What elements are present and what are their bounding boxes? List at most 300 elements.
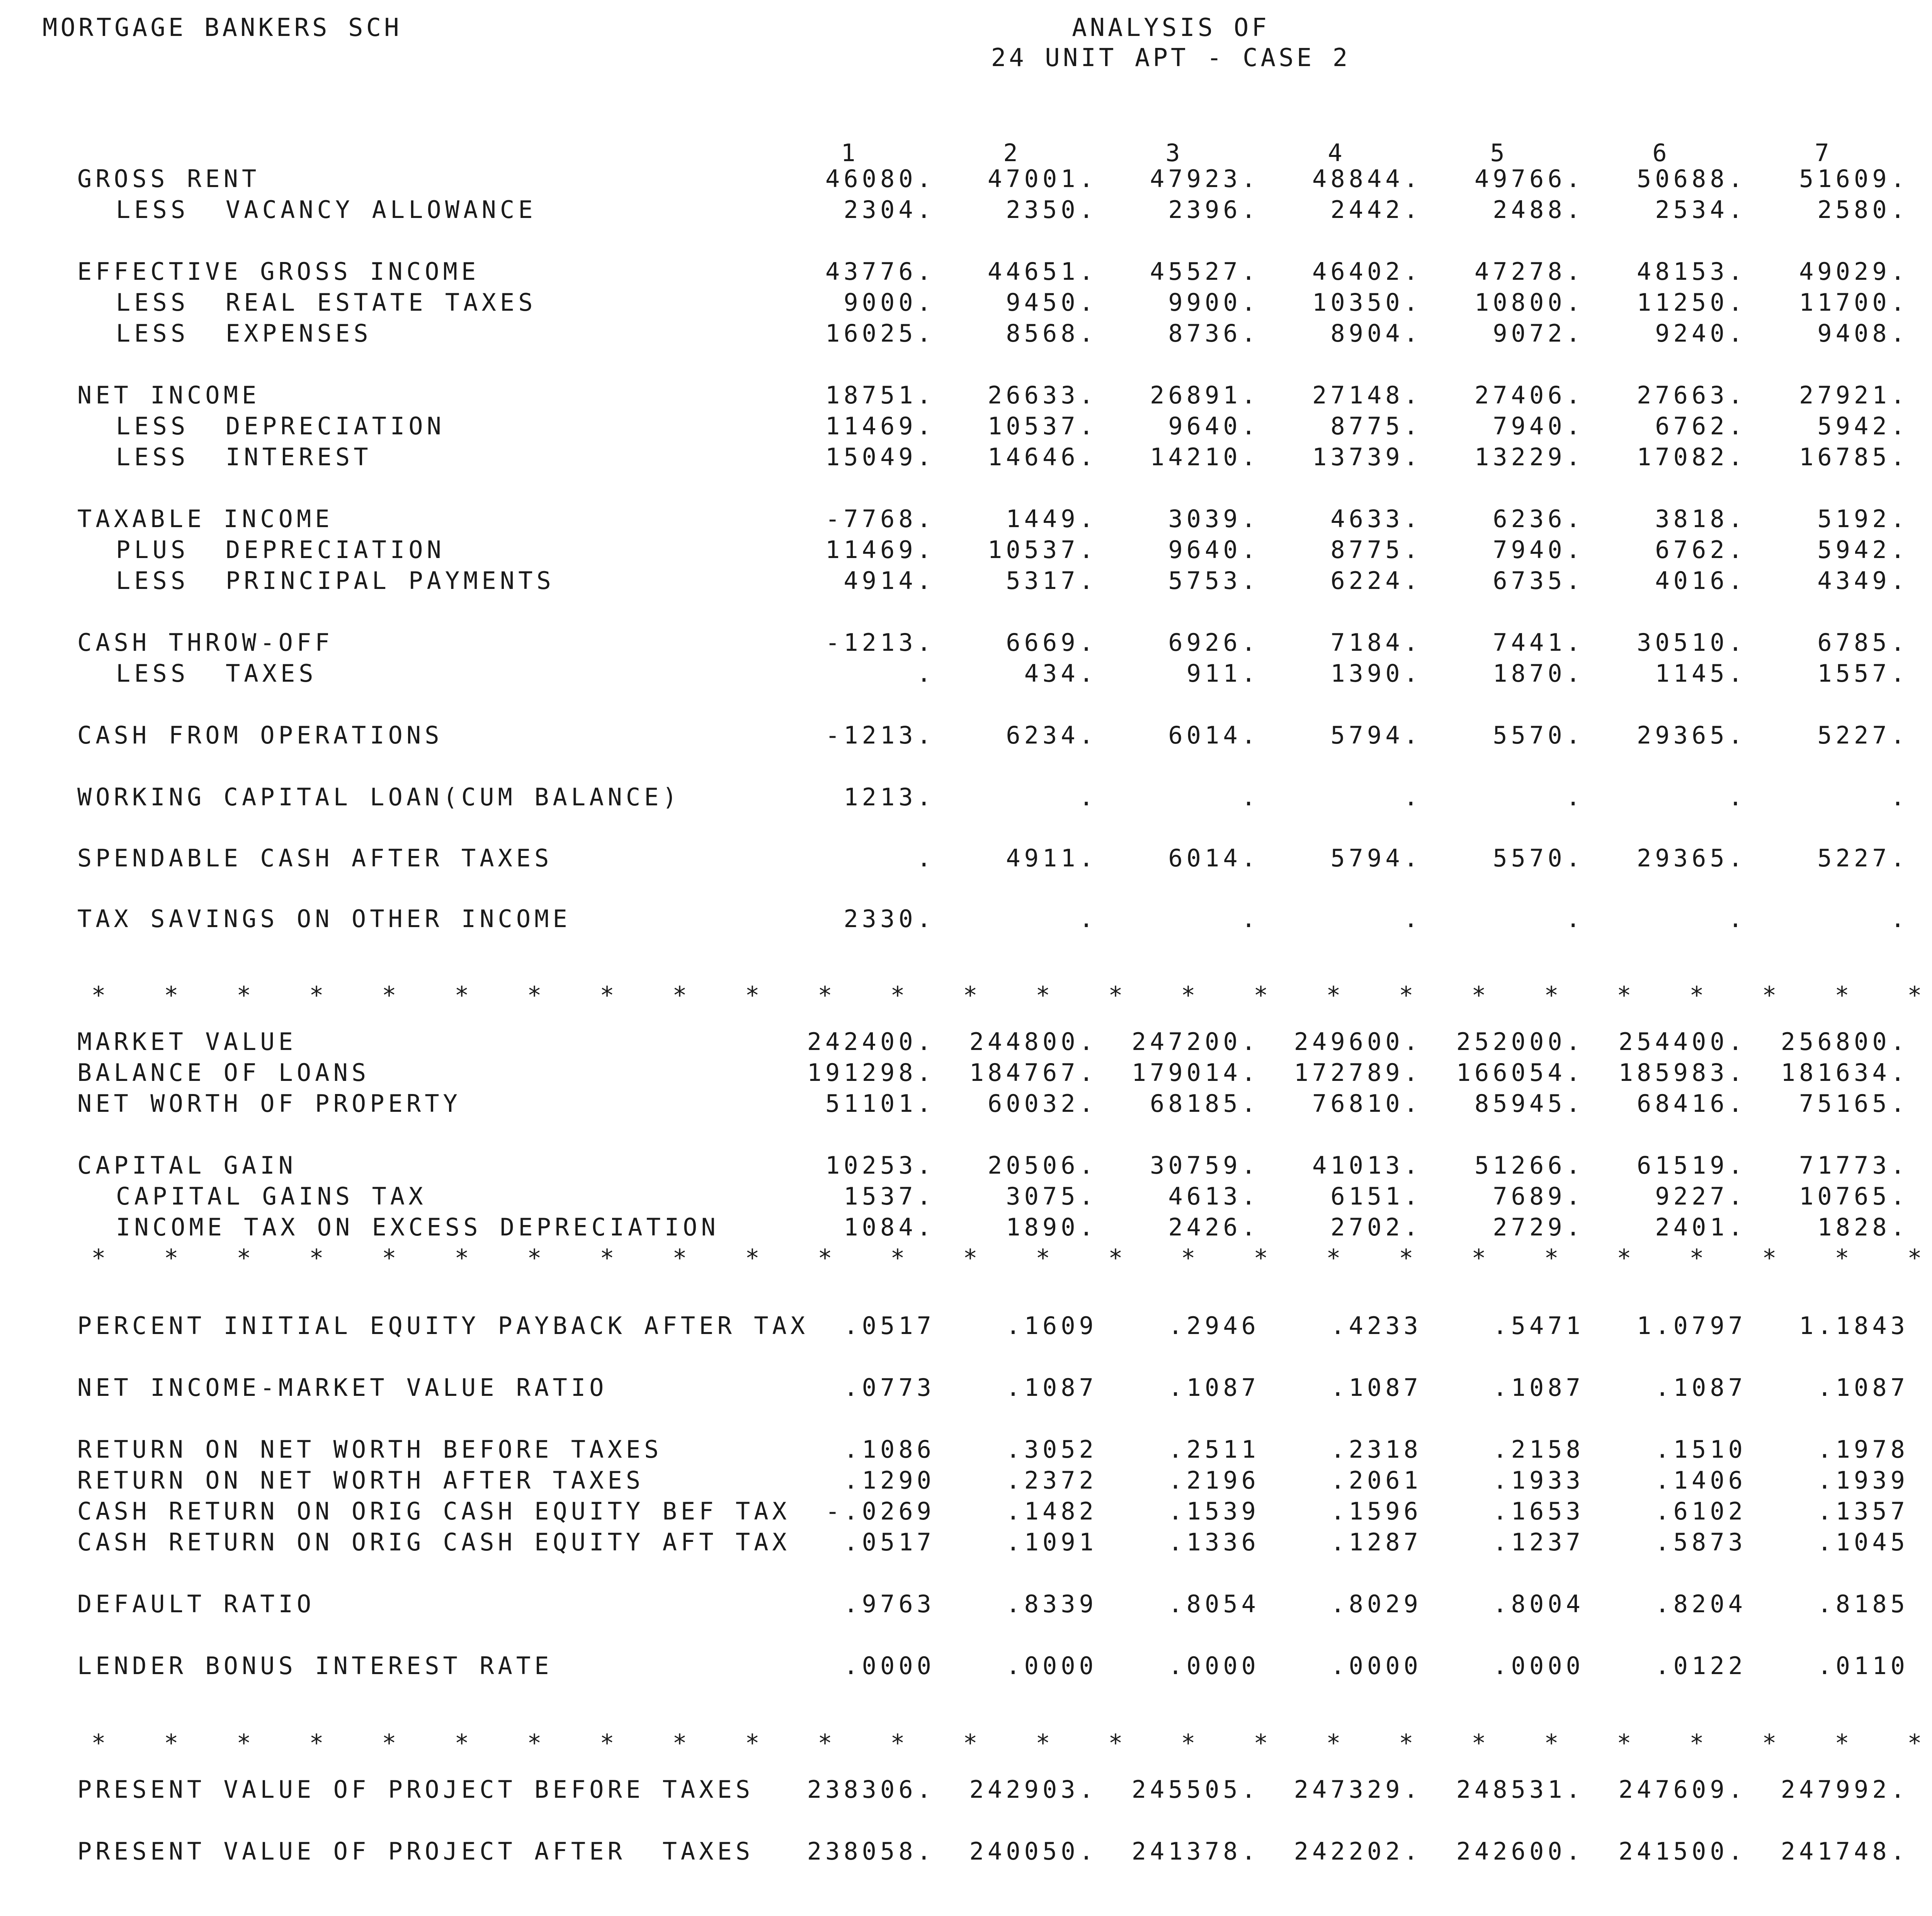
- cell-value: .1086: [844, 1435, 935, 1463]
- separator-star: *: [1617, 1729, 1631, 1757]
- cell-value: 5317.: [1006, 567, 1097, 595]
- year-label: 2: [1003, 139, 1022, 167]
- cell-value: 11700.: [1799, 288, 1909, 316]
- cell-value: 9227.: [1655, 1182, 1747, 1210]
- separator-star: *: [1253, 981, 1268, 1009]
- separator-star: *: [1326, 1729, 1341, 1757]
- row-label: WORKING CAPITAL LOAN(CUM BALANCE): [77, 783, 681, 811]
- separator-star: *: [1036, 1244, 1050, 1272]
- cell-value: .1087: [1006, 1373, 1097, 1402]
- cell-value: .1357: [1817, 1497, 1909, 1525]
- cell-value: 48153.: [1637, 257, 1747, 286]
- cell-value: 3039.: [1168, 505, 1260, 533]
- cell-value: [1901, 1778, 1932, 1802]
- cell-value: [1901, 322, 1932, 345]
- separator-star: *: [1326, 981, 1341, 1009]
- cell-value: 10537.: [988, 536, 1097, 564]
- cell-value: .1933: [1493, 1466, 1584, 1494]
- cell-value: 68185.: [1150, 1089, 1260, 1118]
- separator-star: *: [1181, 1244, 1196, 1272]
- cell-value: .: [1890, 905, 1909, 933]
- cell-value: [1901, 198, 1932, 222]
- cell-value: 238058.: [807, 1837, 935, 1865]
- cell-value: [1901, 1184, 1932, 1208]
- cell-value: .0000: [1006, 1652, 1097, 1680]
- separator-star: *: [1835, 981, 1849, 1009]
- separator-star: *: [1544, 1244, 1559, 1272]
- cell-value: 4633.: [1330, 505, 1422, 533]
- row-label: EFFECTIVE GROSS INCOME: [77, 257, 480, 286]
- cell-value: .3052: [1006, 1435, 1097, 1463]
- row-label: NET INCOME-MARKET VALUE RATIO: [77, 1373, 608, 1402]
- cell-value: 48844.: [1312, 165, 1422, 193]
- cell-value: [1901, 785, 1932, 809]
- year-label: 6: [1652, 139, 1671, 167]
- separator-star: *: [1471, 1244, 1486, 1272]
- cell-value: 185983.: [1618, 1058, 1747, 1087]
- row-label: INCOME TAX ON EXCESS DEPRECIATION: [116, 1213, 719, 1241]
- cell-value: 1890.: [1006, 1213, 1097, 1241]
- cell-value: [1901, 445, 1932, 469]
- cell-value: 11250.: [1637, 288, 1747, 316]
- cell-value: .0122: [1655, 1652, 1747, 1680]
- cell-value: .0517: [844, 1528, 935, 1556]
- cell-value: .0773: [844, 1373, 935, 1402]
- cell-value: 51609.: [1799, 165, 1909, 193]
- cell-value: .1045: [1817, 1528, 1909, 1556]
- cell-value: 20506.: [988, 1151, 1097, 1179]
- separator-star: *: [600, 981, 614, 1009]
- separator-star: *: [454, 1729, 469, 1757]
- cell-value: 1145.: [1655, 659, 1747, 687]
- cell-value: 247329.: [1294, 1775, 1422, 1804]
- cell-value: 14210.: [1150, 443, 1260, 471]
- separator-star: *: [1036, 981, 1050, 1009]
- cell-value: .1653: [1493, 1497, 1584, 1525]
- separator-star: *: [1762, 981, 1777, 1009]
- row-label: TAXABLE INCOME: [77, 505, 333, 533]
- separator-star: *: [164, 1729, 179, 1757]
- cell-value: [1901, 1061, 1932, 1085]
- cell-value: .2158: [1493, 1435, 1584, 1463]
- cell-value: 11469.: [825, 536, 935, 564]
- cell-value: 1.1843: [1799, 1312, 1909, 1340]
- cell-value: 61519.: [1637, 1151, 1747, 1179]
- cell-value: 5570.: [1493, 844, 1584, 872]
- separator-star: *: [818, 1729, 832, 1757]
- cell-value: .: [1566, 905, 1584, 933]
- cell-value: 26891.: [1150, 381, 1260, 409]
- cell-value: .: [1403, 905, 1422, 933]
- cell-value: .1482: [1006, 1497, 1097, 1525]
- cell-value: .: [1728, 783, 1747, 811]
- row-label: MARKET VALUE: [77, 1028, 297, 1056]
- cell-value: 6735.: [1493, 567, 1584, 595]
- cell-value: 7441.: [1493, 628, 1584, 657]
- separator-star: *: [1835, 1244, 1849, 1272]
- cell-value: .: [1079, 783, 1097, 811]
- cell-value: .2946: [1168, 1312, 1260, 1340]
- cell-value: 13229.: [1475, 443, 1584, 471]
- cell-value: 5227.: [1817, 844, 1909, 872]
- cell-value: 242903.: [969, 1775, 1097, 1804]
- row-label: RETURN ON NET WORTH BEFORE TAXES: [77, 1435, 663, 1463]
- cell-value: .: [1241, 905, 1260, 933]
- cell-value: 51266.: [1475, 1151, 1584, 1179]
- cell-value: 6234.: [1006, 721, 1097, 749]
- year-label: 5: [1490, 139, 1509, 167]
- cell-value: 3818.: [1655, 505, 1747, 533]
- cell-value: .8054: [1168, 1590, 1260, 1618]
- separator-star: *: [1326, 1244, 1341, 1272]
- cell-value: .1087: [1168, 1373, 1260, 1402]
- cell-value: 3075.: [1006, 1182, 1097, 1210]
- separator-star: *: [1835, 1729, 1849, 1757]
- row-label: CASH RETURN ON ORIG CASH EQUITY AFT TAX: [77, 1528, 791, 1556]
- cell-value: 75165.: [1799, 1089, 1909, 1118]
- cell-value: [1901, 846, 1932, 870]
- cell-value: .: [917, 659, 935, 687]
- cell-value: [1901, 1468, 1932, 1492]
- cell-value: 51101.: [825, 1089, 935, 1118]
- cell-value: .1087: [1493, 1373, 1584, 1402]
- cell-value: .: [1241, 783, 1260, 811]
- separator-star: *: [1399, 1244, 1413, 1272]
- cell-value: 5570.: [1493, 721, 1584, 749]
- row-label: LESS TAXES: [116, 659, 317, 687]
- separator-star: *: [309, 1729, 324, 1757]
- cell-value: 10800.: [1475, 288, 1584, 316]
- cell-value: [1901, 1592, 1932, 1616]
- separator-star: *: [600, 1729, 614, 1757]
- cell-value: [1901, 1030, 1932, 1054]
- row-label: LESS VACANCY ALLOWANCE: [116, 196, 537, 224]
- cell-value: 242400.: [807, 1028, 935, 1056]
- cell-value: 2580.: [1817, 196, 1909, 224]
- cell-value: 27921.: [1799, 381, 1909, 409]
- cell-value: .: [917, 844, 935, 872]
- cell-value: [1901, 1215, 1932, 1239]
- cell-value: 41013.: [1312, 1151, 1422, 1179]
- cell-value: [1901, 260, 1932, 284]
- cell-value: .8004: [1493, 1590, 1584, 1618]
- separator-star: *: [672, 1729, 687, 1757]
- cell-value: 1870.: [1493, 659, 1584, 687]
- cell-value: [1901, 569, 1932, 593]
- cell-value: 2534.: [1655, 196, 1747, 224]
- cell-value: 8775.: [1330, 412, 1422, 440]
- cell-value: [1901, 1376, 1932, 1400]
- cell-value: 2396.: [1168, 196, 1260, 224]
- cell-value: 6762.: [1655, 536, 1747, 564]
- row-label: CAPITAL GAINS TAX: [116, 1182, 427, 1210]
- cell-value: 85945.: [1475, 1089, 1584, 1118]
- cell-value: 60032.: [988, 1089, 1097, 1118]
- cell-value: [1901, 507, 1932, 531]
- cell-value: 1828.: [1817, 1213, 1909, 1241]
- cell-value: 15049.: [825, 443, 935, 471]
- separator-star: *: [382, 1244, 396, 1272]
- cell-value: -1213.: [825, 721, 935, 749]
- cell-value: 1537.: [844, 1182, 935, 1210]
- cell-value: 26633.: [988, 381, 1097, 409]
- separator-star: *: [1253, 1244, 1268, 1272]
- cell-value: 6014.: [1168, 844, 1260, 872]
- cell-value: 5794.: [1330, 721, 1422, 749]
- year-label: 7: [1815, 139, 1833, 167]
- separator-star: *: [745, 1244, 760, 1272]
- cell-value: .2372: [1006, 1466, 1097, 1494]
- separator-star: *: [1181, 981, 1196, 1009]
- cell-value: .1087: [1817, 1373, 1909, 1402]
- cell-value: 6669.: [1006, 628, 1097, 657]
- row-label: CASH THROW-OFF: [77, 628, 333, 657]
- separator-star: *: [1544, 981, 1559, 1009]
- separator-star: *: [164, 981, 179, 1009]
- row-label: PLUS DEPRECIATION: [116, 536, 445, 564]
- separator-star: *: [382, 981, 396, 1009]
- cell-value: 1449.: [1006, 505, 1097, 533]
- cell-value: [1901, 1092, 1932, 1116]
- separator-star: *: [309, 1244, 324, 1272]
- cell-value: 247992.: [1781, 1775, 1909, 1804]
- cell-value: 49766.: [1475, 165, 1584, 193]
- cell-value: 47923.: [1150, 165, 1260, 193]
- cell-value: 181634.: [1781, 1058, 1909, 1087]
- separator-star: *: [818, 981, 832, 1009]
- cell-value: .4233: [1330, 1312, 1422, 1340]
- separator-star: *: [890, 1729, 905, 1757]
- cell-value: 16025.: [825, 319, 935, 347]
- cell-value: .0517: [844, 1312, 935, 1340]
- cell-value: 6224.: [1330, 567, 1422, 595]
- cell-value: 44651.: [988, 257, 1097, 286]
- cell-value: 6762.: [1655, 412, 1747, 440]
- cell-value: 238306.: [807, 1775, 935, 1804]
- cell-value: 247609.: [1618, 1775, 1747, 1804]
- cell-value: 27406.: [1475, 381, 1584, 409]
- row-label: CAPITAL GAIN: [77, 1151, 297, 1179]
- cell-value: 9640.: [1168, 412, 1260, 440]
- cell-value: 9450.: [1006, 288, 1097, 316]
- cell-value: 7940.: [1493, 412, 1584, 440]
- separator-star: *: [236, 1729, 251, 1757]
- cell-value: 9240.: [1655, 319, 1747, 347]
- report-title-line2: 24 UNIT APT - CASE 2: [991, 44, 1351, 72]
- cell-value: 10253.: [825, 1151, 935, 1179]
- cell-value: .: [1403, 783, 1422, 811]
- separator-star: *: [1471, 981, 1486, 1009]
- separator-star: *: [309, 981, 324, 1009]
- cell-value: [1901, 1314, 1932, 1338]
- cell-value: .0000: [844, 1652, 935, 1680]
- cell-value: 68416.: [1637, 1089, 1747, 1118]
- cell-value: 172789.: [1294, 1058, 1422, 1087]
- cell-value: .8185: [1817, 1590, 1909, 1618]
- cell-value: .1237: [1493, 1528, 1584, 1556]
- separator-star: *: [454, 1244, 469, 1272]
- cell-value: 8736.: [1168, 319, 1260, 347]
- row-label: BALANCE OF LOANS: [77, 1058, 370, 1087]
- cell-value: 6926.: [1168, 628, 1260, 657]
- row-label: NET WORTH OF PROPERTY: [77, 1089, 461, 1118]
- cell-value: 29365.: [1637, 721, 1747, 749]
- cell-value: .8339: [1006, 1590, 1097, 1618]
- cell-value: 7940.: [1493, 536, 1584, 564]
- separator-star: *: [1617, 981, 1631, 1009]
- cell-value: 2304.: [844, 196, 935, 224]
- row-label: LESS INTEREST: [116, 443, 372, 471]
- row-label: RETURN ON NET WORTH AFTER TAXES: [77, 1466, 645, 1494]
- cell-value: 43776.: [825, 257, 935, 286]
- separator-star: *: [527, 1729, 542, 1757]
- row-label: PRESENT VALUE OF PROJECT AFTER TAXES: [77, 1837, 754, 1865]
- separator-star: *: [963, 981, 978, 1009]
- cell-value: [1901, 631, 1932, 655]
- cell-value: 8904.: [1330, 319, 1422, 347]
- separator-star: *: [91, 981, 106, 1009]
- separator-star: *: [1181, 1729, 1196, 1757]
- cell-value: 6014.: [1168, 721, 1260, 749]
- cell-value: .0000: [1493, 1652, 1584, 1680]
- row-label: LESS DEPRECIATION: [116, 412, 445, 440]
- cell-value: [1901, 662, 1932, 686]
- cell-value: 1557.: [1817, 659, 1909, 687]
- cell-value: 2401.: [1655, 1213, 1747, 1241]
- cell-value: 249600.: [1294, 1028, 1422, 1056]
- cell-value: 8775.: [1330, 536, 1422, 564]
- cell-value: 50688.: [1637, 165, 1747, 193]
- cell-value: 9640.: [1168, 536, 1260, 564]
- cell-value: [1901, 414, 1932, 438]
- cell-value: 256800.: [1781, 1028, 1909, 1056]
- separator-star: *: [1689, 1729, 1704, 1757]
- separator-star: *: [1544, 1729, 1559, 1757]
- cell-value: [1901, 383, 1932, 407]
- company-name: MORTGAGE BANKERS SCH: [43, 14, 402, 42]
- cell-value: [1901, 1154, 1932, 1178]
- cell-value: .2318: [1330, 1435, 1422, 1463]
- separator-star: *: [818, 1244, 832, 1272]
- cell-value: 5227.: [1817, 721, 1909, 749]
- cell-value: [1901, 907, 1932, 931]
- year-label: 1: [841, 139, 859, 167]
- cell-value: 2442.: [1330, 196, 1422, 224]
- cell-value: .5873: [1655, 1528, 1747, 1556]
- cell-value: 911.: [1186, 659, 1260, 687]
- cell-value: 1213.: [844, 783, 935, 811]
- cell-value: [1901, 1839, 1932, 1863]
- row-label: CASH RETURN ON ORIG CASH EQUITY BEF TAX: [77, 1497, 791, 1525]
- cell-value: 30510.: [1637, 628, 1747, 657]
- cell-value: 6236.: [1493, 505, 1584, 533]
- cell-value: 6151.: [1330, 1182, 1422, 1210]
- separator-star: *: [91, 1244, 106, 1272]
- cell-value: 9900.: [1168, 288, 1260, 316]
- cell-value: 184767.: [969, 1058, 1097, 1087]
- cell-value: [1901, 538, 1932, 562]
- separator-star: *: [1617, 1244, 1631, 1272]
- cell-value: 241748.: [1781, 1837, 1909, 1865]
- cell-value: .1510: [1655, 1435, 1747, 1463]
- cell-value: .8029: [1330, 1590, 1422, 1618]
- cell-value: 18751.: [825, 381, 935, 409]
- cell-value: 1390.: [1330, 659, 1422, 687]
- cell-value: .1406: [1655, 1466, 1747, 1494]
- separator-star: *: [1108, 1244, 1123, 1272]
- cell-value: 248531.: [1456, 1775, 1584, 1804]
- cell-value: .: [1566, 783, 1584, 811]
- cell-value: .2196: [1168, 1466, 1260, 1494]
- cell-value: 49029.: [1799, 257, 1909, 286]
- cell-value: .5471: [1493, 1312, 1584, 1340]
- cell-value: 10537.: [988, 412, 1097, 440]
- cell-value: 27663.: [1637, 381, 1747, 409]
- separator-star: *: [1399, 981, 1413, 1009]
- separator-star: *: [600, 1244, 614, 1272]
- cell-value: 1084.: [844, 1213, 935, 1241]
- separator-star: *: [527, 1244, 542, 1272]
- cell-value: .1596: [1330, 1497, 1422, 1525]
- cell-value: .0110: [1817, 1652, 1909, 1680]
- row-label: LESS EXPENSES: [116, 319, 372, 347]
- cell-value: 17082.: [1637, 443, 1747, 471]
- separator-star: *: [1907, 1729, 1922, 1757]
- cell-value: 76810.: [1312, 1089, 1422, 1118]
- cell-value: 10765.: [1799, 1182, 1909, 1210]
- separator-star: *: [963, 1244, 978, 1272]
- cell-value: 30759.: [1150, 1151, 1260, 1179]
- cell-value: [1901, 1499, 1932, 1523]
- cell-value: 240050.: [969, 1837, 1097, 1865]
- cell-value: 47001.: [988, 165, 1097, 193]
- cell-value: -7768.: [825, 505, 935, 533]
- cell-value: 4349.: [1817, 567, 1909, 595]
- row-label: LESS REAL ESTATE TAXES: [116, 288, 537, 316]
- separator-star: *: [164, 1244, 179, 1272]
- separator-star: *: [1762, 1729, 1777, 1757]
- cell-value: .: [1728, 905, 1747, 933]
- cell-value: 2488.: [1493, 196, 1584, 224]
- cell-value: [1901, 291, 1932, 315]
- cell-value: [1901, 1438, 1932, 1462]
- separator-star: *: [1108, 1729, 1123, 1757]
- separator-star: *: [382, 1729, 396, 1757]
- cell-value: 2350.: [1006, 196, 1097, 224]
- cell-value: 2330.: [844, 905, 935, 933]
- year-label: [1901, 141, 1932, 165]
- cell-value: 4613.: [1168, 1182, 1260, 1210]
- cell-value: .1091: [1006, 1528, 1097, 1556]
- cell-value: 179014.: [1131, 1058, 1260, 1087]
- separator-star: *: [963, 1729, 978, 1757]
- cell-value: 46402.: [1312, 257, 1422, 286]
- separator-star: *: [745, 981, 760, 1009]
- cell-value: 241500.: [1618, 1837, 1747, 1865]
- cell-value: -.0269: [825, 1497, 935, 1525]
- cell-value: 191298.: [807, 1058, 935, 1087]
- cell-value: 5794.: [1330, 844, 1422, 872]
- cell-value: .1287: [1330, 1528, 1422, 1556]
- separator-star: *: [890, 981, 905, 1009]
- separator-star: *: [1907, 1244, 1922, 1272]
- cell-value: [1901, 1530, 1932, 1554]
- cell-value: 9408.: [1817, 319, 1909, 347]
- cell-value: 254400.: [1618, 1028, 1747, 1056]
- cell-value: 5753.: [1168, 567, 1260, 595]
- cell-value: 7184.: [1330, 628, 1422, 657]
- year-label: 4: [1328, 139, 1346, 167]
